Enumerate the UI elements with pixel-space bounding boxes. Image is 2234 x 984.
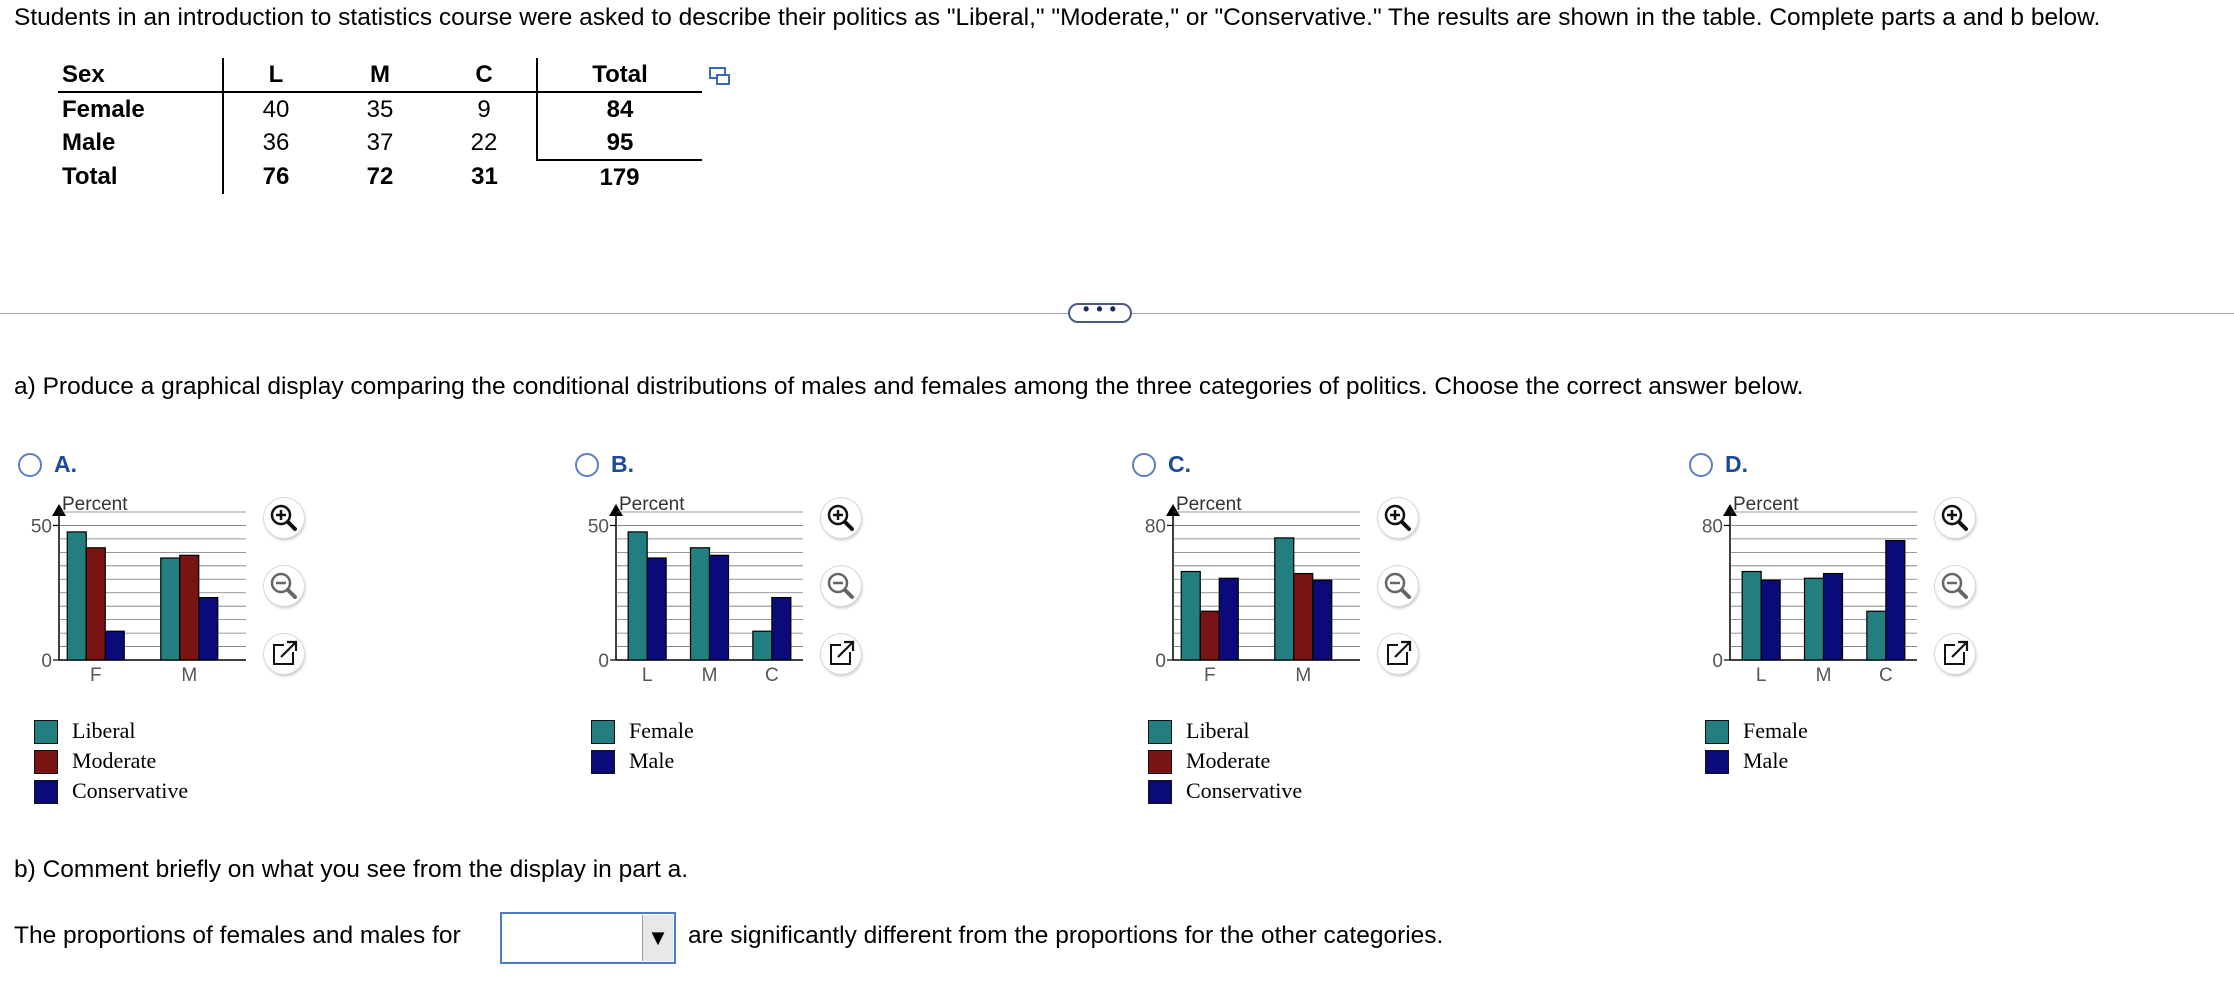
table-cell: 35	[366, 95, 394, 123]
legend-label: Conservative	[1186, 778, 1303, 803]
bar	[772, 598, 791, 660]
x-tick-label: F	[1203, 665, 1216, 686]
zoom-in-icon[interactable]	[1378, 498, 1418, 538]
x-tick-label: L	[641, 665, 653, 686]
bar	[691, 548, 710, 660]
bar	[1824, 574, 1843, 660]
bar-chart	[1128, 490, 1378, 730]
legend-label: Liberal	[1186, 718, 1250, 743]
legend-label: Liberal	[72, 718, 136, 743]
dropdown-arrow-glyph: ▼	[647, 925, 669, 950]
zoom-out-icon[interactable]	[821, 566, 861, 606]
bar	[1761, 580, 1780, 660]
x-tick-label: M	[1295, 665, 1312, 686]
bar	[710, 555, 729, 660]
option-letter: B.	[611, 451, 634, 477]
table-header-row	[58, 58, 702, 92]
x-tick-label: F	[89, 665, 102, 686]
x-tick-label: C	[764, 665, 779, 686]
open-in-new-window-icon[interactable]	[1378, 634, 1418, 674]
option-b[interactable]	[571, 450, 1091, 820]
part-b-question: b) Comment briefly on what you see from the display in part a.	[14, 856, 689, 883]
option-d[interactable]	[1685, 450, 2205, 820]
legend-label: Moderate	[72, 748, 157, 773]
legend-swatch	[1705, 750, 1729, 774]
table-cell: 76	[223, 160, 328, 194]
table-header-cell: Total	[537, 58, 702, 92]
open-in-new-window-icon[interactable]	[821, 634, 861, 674]
legend-label: Male	[1743, 748, 1789, 773]
intro-text: Students in an introduction to statistics course were asked to describe their politics as "Liberal," "Moderate," or "Conservative." The results are shown in the table. Complete parts a and b below.	[14, 4, 2101, 31]
y-axis-label: Percent	[1733, 494, 1799, 515]
y-tick-label: 0	[1712, 651, 1723, 672]
x-tick-label: M	[181, 665, 198, 686]
table-row	[58, 92, 702, 126]
part-a-question: a) Produce a graphical display comparing the conditional distributions of males and females among the three categories of politics. Choose the correct answer below.	[14, 373, 1804, 400]
y-axis-label: Percent	[1176, 494, 1242, 515]
radio-button[interactable]	[575, 453, 599, 477]
open-in-new-window-icon[interactable]	[264, 634, 304, 674]
table-cell: Total	[62, 163, 118, 190]
zoom-out-icon[interactable]	[1935, 566, 1975, 606]
answer-sentence-start: The proportions of females and males for	[14, 922, 461, 949]
bar	[105, 631, 124, 660]
x-tick-label: M	[701, 665, 718, 686]
radio-button[interactable]	[18, 453, 42, 477]
zoom-out-icon[interactable]	[1378, 566, 1418, 606]
legend-label: Female	[629, 718, 694, 743]
bar-chart	[1685, 490, 1935, 730]
y-tick-label: 0	[41, 651, 52, 672]
chevron-down-icon[interactable]	[642, 915, 673, 961]
table-row	[58, 126, 702, 160]
legend-swatch	[34, 750, 58, 774]
bar	[1219, 578, 1238, 660]
bar	[161, 558, 180, 660]
legend-swatch	[1705, 720, 1729, 744]
radio-button[interactable]	[1132, 453, 1156, 477]
bar	[753, 631, 772, 660]
table-header-cell: C	[432, 58, 537, 92]
table-cell: 40	[223, 92, 328, 126]
zoom-out-icon[interactable]	[264, 566, 304, 606]
option-a[interactable]	[14, 450, 534, 820]
x-tick-label: L	[1755, 665, 1767, 686]
bar	[1805, 578, 1824, 660]
y-tick-label: 50	[30, 516, 52, 538]
radio-button[interactable]	[1689, 453, 1713, 477]
bar	[1200, 611, 1219, 660]
bar	[86, 548, 105, 660]
y-tick-label: 0	[1155, 651, 1166, 672]
table-cell: 95	[537, 126, 702, 160]
bar	[1742, 572, 1761, 660]
x-tick-label: C	[1878, 665, 1893, 686]
option-c[interactable]	[1128, 450, 1648, 820]
table-cell: 72	[366, 163, 394, 190]
table-cell: 31	[471, 163, 498, 190]
table-cell: 9	[477, 95, 491, 123]
bar	[1313, 580, 1332, 660]
copy-table-icon[interactable]	[709, 66, 731, 88]
bar	[180, 555, 199, 660]
legend-swatch	[34, 720, 58, 744]
table-header-cell: L	[223, 58, 328, 92]
y-axis-label: Percent	[619, 494, 685, 515]
expand-button[interactable]	[1068, 299, 1132, 323]
legend-swatch	[1148, 780, 1172, 804]
y-tick-label: 0	[598, 651, 609, 672]
table-header-cell: Sex	[58, 58, 223, 92]
table-cell: 22	[470, 129, 498, 156]
table-row	[58, 160, 702, 194]
legend-label: Female	[1743, 718, 1808, 743]
bar	[67, 532, 86, 660]
answer-sentence-end: are significantly different from the proportions for the other categories.	[688, 922, 1444, 949]
option-letter: D.	[1725, 451, 1748, 477]
legend-swatch	[1148, 750, 1172, 774]
y-tick-label: 80	[1144, 516, 1166, 538]
bar	[647, 558, 666, 660]
table-cell: 36	[223, 126, 328, 160]
contingency-table	[58, 58, 702, 194]
table-cell: Female	[62, 95, 145, 123]
bar	[1275, 538, 1294, 660]
legend-label: Conservative	[72, 778, 189, 803]
bar-chart	[14, 490, 264, 730]
option-letter: A.	[54, 451, 77, 477]
zoom-in-icon[interactable]	[264, 498, 304, 538]
legend-swatch	[591, 720, 615, 744]
bar	[628, 532, 647, 660]
expand-label: • • •	[1083, 299, 1117, 319]
bar	[1181, 572, 1200, 660]
legend-label: Moderate	[1186, 748, 1271, 773]
legend-swatch	[34, 780, 58, 804]
y-axis-label: Percent	[62, 494, 128, 515]
zoom-in-icon[interactable]	[1935, 498, 1975, 538]
bar-chart	[571, 490, 821, 730]
table-cell: Male	[62, 129, 116, 156]
legend-label: Male	[629, 748, 675, 773]
open-in-new-window-icon[interactable]	[1935, 634, 1975, 674]
bar	[1886, 541, 1905, 660]
option-letter: C.	[1168, 451, 1191, 477]
legend-swatch	[591, 750, 615, 774]
table-cell: 84	[537, 92, 702, 126]
table-header-cell: M	[328, 58, 432, 92]
bar	[199, 598, 218, 660]
x-tick-label: M	[1815, 665, 1832, 686]
table-cell: 37	[366, 129, 394, 156]
bar	[1867, 611, 1886, 660]
y-tick-label: 50	[587, 516, 609, 538]
zoom-in-icon[interactable]	[821, 498, 861, 538]
table-cell: 179	[599, 163, 640, 191]
legend-swatch	[1148, 720, 1172, 744]
y-tick-label: 80	[1701, 516, 1723, 538]
bar	[1294, 574, 1313, 660]
category-dropdown[interactable]	[500, 912, 676, 964]
